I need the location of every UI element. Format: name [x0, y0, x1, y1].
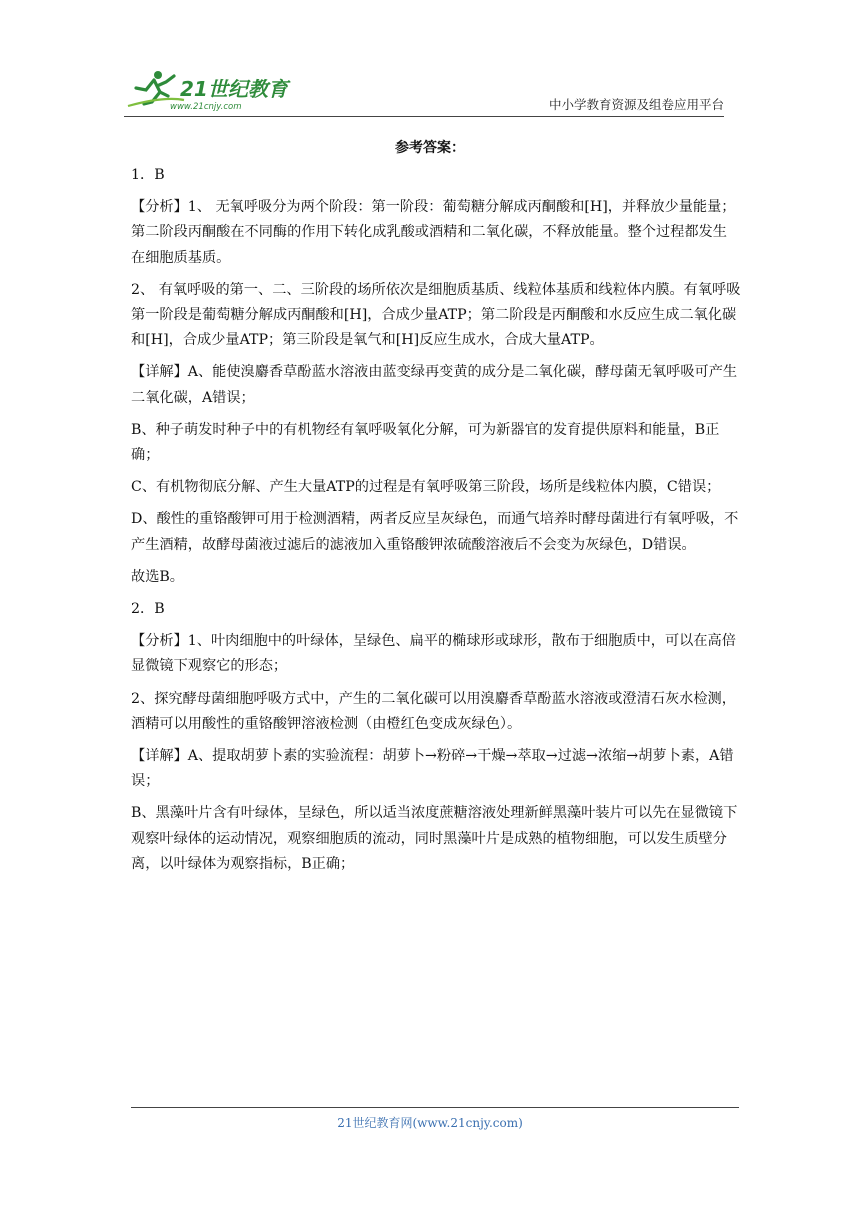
detail-paragraph: B、黑藻叶片含有叶绿体，呈绿色，所以适当浓度蔗糖溶液处理新鲜黑藻叶装片可以先在显微镜下观察叶绿体的运动情况，观察细胞质的流动，同时黑藻叶片是成熟的植物细胞，可以发生质壁分离，以叶绿体为观察指标，B正确； — [131, 805, 738, 872]
conclusion: 故选B。 — [131, 568, 184, 585]
answer-number: 2．B — [131, 601, 165, 618]
detail-paragraph: D、酸性的重铬酸钾可用于检测酒精，两者反应呈灰绿色，而通气培养时酵母菌进行有氧呼吸，不产生酒精，故酵母菌液过滤后的滤液加入重铬酸钾浓硫酸溶液后不会变为灰绿色，D错误。 — [131, 511, 739, 553]
footer-link[interactable]: 21世纪教育网(www.21cnjy.com) — [337, 1116, 523, 1130]
analysis-paragraph: 【分析】1、叶肉细胞中的叶绿体，呈绿色、扁平的椭球形或球形，散布于细胞质中，可以在高倍显微镜下观察它的形态； — [131, 633, 736, 675]
logo — [124, 66, 294, 112]
detail-paragraph: 【详解】A、能使溴麝香草酚蓝水溶液由蓝变绿再变黄的成分是二氧化碳，酵母菌无氧呼吸可产生二氧化碳，A错误； — [131, 364, 738, 406]
analysis-paragraph: 2、探究酵母菌细胞呼吸方式中，产生的二氧化碳可以用溴麝香草酚蓝水溶液或澄清石灰水检测，酒精可以用酸性的重铬酸钾溶液检测（由橙红色变成灰绿色）。 — [131, 690, 736, 732]
platform-name: 中小学教育资源及组卷应用平台 — [548, 97, 724, 112]
detail-paragraph: B、种子萌发时种子中的有机物经有氧呼吸氧化分解，可为新器官的发育提供原料和能量，B正确； — [131, 421, 720, 464]
detail-paragraph: 【详解】A、提取胡萝卜素的实验流程：胡萝卜→粉碎→干燥→萃取→过滤→浓缩→胡萝卜素，A错误； — [131, 748, 734, 790]
analysis-paragraph: 【分析】1、 无氧呼吸分为两个阶段：第一阶段：葡萄糖分解成丙酮酸和[H]，并释放少量能量；第二阶段丙酮酸在不同酶的作用下转化成乳酸或酒精和二氧化碳，不释放能量。整个过程都发生在细胞质基质。 — [131, 199, 736, 266]
answer-content — [131, 163, 741, 884]
logo-url: www.21cnjy.com — [170, 102, 242, 112]
page-header — [124, 62, 724, 118]
detail-paragraph: C、有机物彻底分解、产生大量ATP的过程是有氧呼吸第三阶段，场所是线粒体内膜，C错误； — [131, 479, 721, 496]
analysis-paragraph: 2、 有氧呼吸的第一、二、三阶段的场所依次是细胞质基质、线粒体基质和线粒体内膜。有氧呼吸第一阶段是葡萄糖分解成丙酮酸和[H]，合成少量ATP；第二阶段是丙酮酸和水反应生成二氧化碳和[H]，合成少量ATP；第三阶段是氧气和[H]反应生成水，合成大量ATP。 — [131, 281, 741, 349]
page-title: 参考答案： — [395, 140, 465, 156]
header-divider — [124, 116, 724, 117]
footer-divider — [131, 1107, 739, 1108]
answer-number: 1．B — [131, 167, 165, 183]
logo-text: 21世纪教育 — [180, 77, 288, 101]
